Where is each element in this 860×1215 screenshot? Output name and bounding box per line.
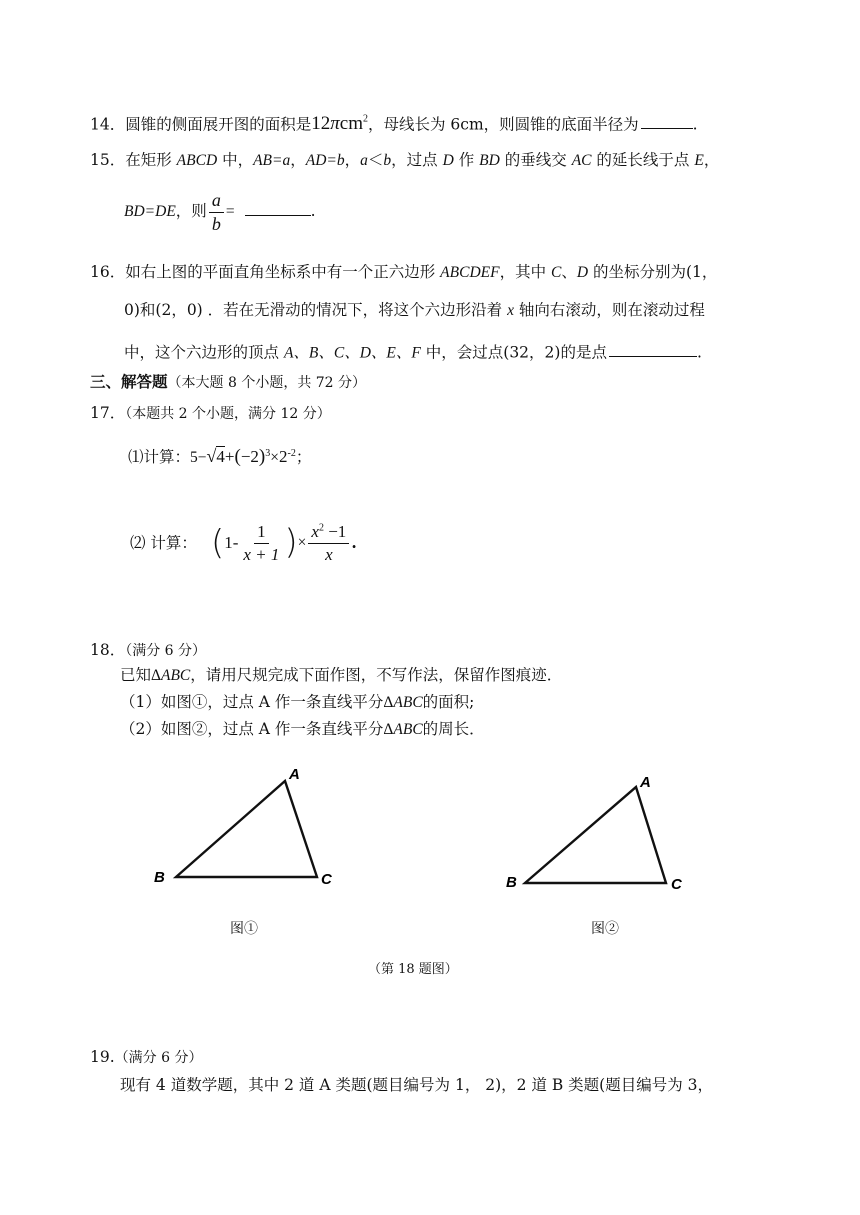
question-number: 14． bbox=[90, 115, 126, 134]
figure-2-caption: 图② bbox=[591, 921, 619, 937]
question-18-intro: 已知ΔABC，请用尺规完成下面作图，不写作法，保留作图痕迹． bbox=[120, 666, 563, 684]
area-value: 12πcm$^2$ bbox=[311, 113, 368, 135]
question-19: 19.（满分 6 分） bbox=[90, 1048, 203, 1066]
fraction-x-squared-minus-one-over-x: $\frac{x^2 -1}{x}$ bbox=[308, 522, 349, 564]
vertex-a-label: A bbox=[640, 774, 651, 791]
question-18-item-2: （2）如图②，过点 A 作一条直线平分ΔABC的周长． bbox=[120, 720, 485, 738]
question-number: 19. bbox=[90, 1048, 115, 1066]
section-3-heading: 三、解答题（本大题 8 个小题，共 72 分） bbox=[90, 372, 367, 391]
question-text: ，母线长为 6cm，则圆锥的底面半径为 bbox=[368, 115, 639, 134]
fraction-a-over-b: $\frac{a}{b}$ bbox=[209, 190, 224, 234]
vertex-a-label: A bbox=[289, 766, 300, 783]
question-number: 17． bbox=[90, 404, 126, 422]
question-number: 15． bbox=[90, 151, 126, 169]
question-text: 圆锥的侧面展开图的面积是 bbox=[125, 115, 312, 134]
triangle-figure-1 bbox=[154, 766, 333, 888]
question-17-part-1: ⑴计算：$5-√4+(-2)^3\times 2^{-2}$； bbox=[128, 446, 312, 467]
figure-1-caption: 图① bbox=[230, 921, 258, 937]
question-18: 18．（满分 6 分） bbox=[90, 641, 207, 659]
question-number: 18． bbox=[90, 641, 126, 659]
vertex-b-label: B bbox=[154, 869, 165, 886]
vertex-b-label: B bbox=[506, 874, 517, 891]
question-17-part-2: ⑵ 计算： (1- $\frac{1}{x + 1}$ )× $\frac{x^2 -1}{x}$ . bbox=[130, 522, 357, 564]
question-14: 14．圆锥的侧面展开图的面积是12πcm$^2$，母线长为 6cm，则圆锥的底面半径为 . bbox=[90, 113, 698, 135]
figure-caption: （第 18 题图） bbox=[368, 962, 458, 977]
triangle-1-shape bbox=[176, 781, 317, 877]
question-16-line-2: 0)和(2，0) ．若在无滑动的情况下，将这个六边形沿着 x 轴向右滚动，则在滚动过程 bbox=[124, 301, 705, 319]
vertex-c-label: C bbox=[321, 871, 332, 888]
fraction-one-over-x-plus-one: $\frac{1}{x + 1}$ bbox=[243, 522, 280, 564]
question-15: 15．在矩形 ABCD 中，AB=a，AD=b，a＜b，过点 D 作 BD 的垂线交 AC 的延长线于点 E， bbox=[90, 151, 720, 169]
sqrt-symbol: √ bbox=[206, 446, 217, 466]
question-16-line-3: 中，这个六边形的顶点 A、B、C、D、E、F 中，会过点(32，2)的是点 . bbox=[124, 340, 702, 363]
question-19-text: 现有 4 道数学题，其中 2 道 A 类题(题目编号为 1， 2)，2 道 B 类题(题目编号为 3， bbox=[120, 1076, 714, 1094]
question-15-line-2: BD=DE，则 $\frac{a}{b}$ = . bbox=[124, 190, 316, 234]
vertex-c-label: C bbox=[671, 876, 682, 893]
question-16: 16．如右上图的平面直角坐标系中有一个正六边形 ABCDEF，其中 C、D 的坐标分别为(1， bbox=[90, 263, 718, 281]
triangle-figure-2 bbox=[506, 774, 683, 893]
question-number: 16． bbox=[90, 263, 126, 281]
question-17: 17．（本题共 2 个小题，满分 12 分） bbox=[90, 404, 331, 422]
triangle-2-shape bbox=[525, 787, 666, 883]
question-18-item-1: （1）如图①，过点 A 作一条直线平分ΔABC的面积; bbox=[120, 693, 475, 711]
